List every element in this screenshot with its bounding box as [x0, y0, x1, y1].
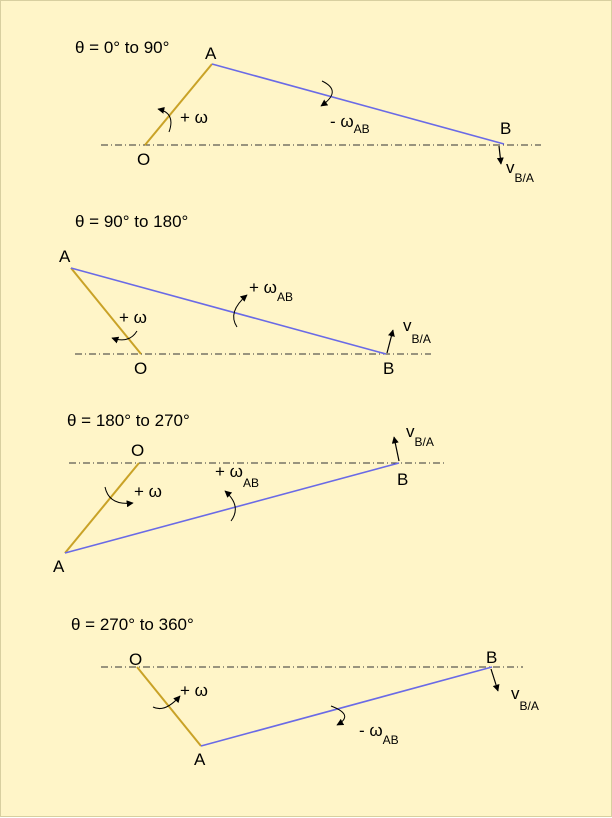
panel-1	[75, 38, 541, 185]
panel-2-title: θ = 90° to 180°	[75, 212, 189, 231]
panel-3-vba-arrow-icon	[394, 437, 399, 461]
panel-3-omega-arc-icon	[105, 487, 133, 503]
panel-4-title: θ = 270° to 360°	[71, 615, 194, 634]
panel-1-label-B: B	[500, 119, 512, 138]
panel-1-title: θ = 0° to 90°	[75, 38, 170, 57]
panel-2-omega-label: + ω	[119, 308, 147, 327]
panel-3-crank-OA	[65, 463, 139, 553]
panel-3-omega-label: + ω	[134, 482, 162, 501]
panel-2-label-O: O	[134, 359, 148, 378]
panel-3-omega-ab-label: + $\omega_{AB}$	[215, 462, 259, 490]
panel-4-vba-label: $v_{B/A}$	[511, 684, 539, 713]
panel-1-omega-label: + ω	[180, 108, 208, 127]
panel-2-vba-label: $v_{B/A}$	[403, 316, 431, 346]
panel-3-omega-ab-arc-icon	[225, 491, 235, 521]
panel-2-vba-arrow-icon	[387, 330, 393, 353]
panel-2-label-B: B	[383, 359, 395, 378]
panel-1-label-O: O	[137, 150, 151, 169]
panel-1-vba-label: $v_{B/A}$	[506, 158, 534, 185]
panel-4-rod-AB	[201, 667, 492, 746]
panel-4-omega-ab-arc-icon	[331, 706, 345, 725]
panel-4-crank-OA	[137, 667, 201, 746]
panel-4-label-B: B	[486, 648, 498, 667]
panel-2-label-A: A	[59, 247, 71, 266]
panel-4-omega-label: + ω	[180, 681, 208, 700]
panel-3-label-O: O	[131, 441, 145, 460]
panel-4-omega-ab-label: - $\omega_{AB}$	[359, 721, 399, 747]
panel-4-label-A: A	[194, 750, 206, 769]
panel-4	[71, 615, 539, 769]
panel-2-omega-ab-label: + $\omega_{AB}$	[249, 278, 293, 304]
linkage-diagram	[1, 1, 612, 818]
panel-4-vba-arrow-icon	[491, 669, 498, 691]
panel-4-label-O: O	[129, 650, 143, 669]
panel-2	[59, 212, 431, 378]
panel-2-omega-ab-arc-icon	[234, 295, 247, 327]
panel-3-title: θ = 180° to 270°	[67, 411, 190, 430]
panel-1-label-A: A	[205, 44, 217, 63]
panel-3	[53, 411, 446, 576]
panel-1-crank-OA	[145, 64, 212, 145]
panel-1-vba-arrow-icon	[499, 146, 501, 164]
panel-1-omega-ab-label: - $\omega_{AB}$	[330, 112, 370, 136]
panel-3-label-A: A	[53, 557, 65, 576]
panel-3-label-B: B	[397, 470, 409, 489]
panel-3-vba-label: $v_{B/A}$	[406, 422, 434, 449]
